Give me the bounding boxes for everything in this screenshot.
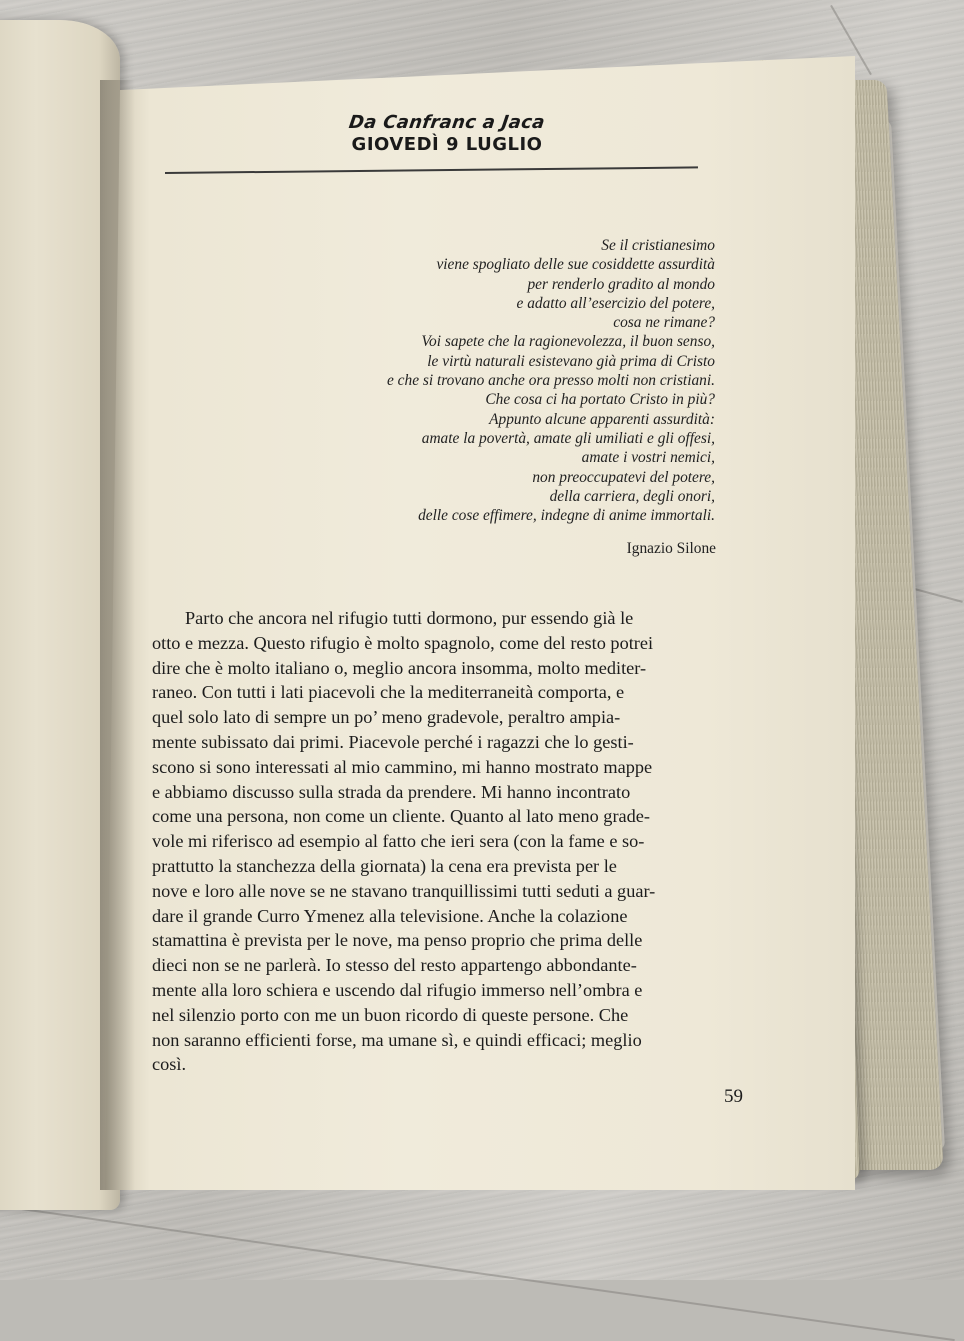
body-line: mente subissato dai primi. Piacevole perché i ragazzi che lo gesti- (152, 731, 634, 752)
epigraph-line: e adatto all’esercizio del potere, (516, 294, 715, 312)
body-line: raneo. Con tutti i lati piacevoli che la mediterraneità comporta, e (152, 682, 625, 703)
body-line: stamattina è prevista per le nove, ma penso proprio che prima delle (152, 930, 643, 951)
epigraph-line: amate la povertà, amate gli umiliati e gli offesi, (421, 429, 715, 447)
epigraph (260, 236, 715, 525)
body-line: scono si sono interessati al mio cammino, mi hanno mostrato mappe (152, 756, 653, 777)
epigraph-line: Appunto alcune apparenti assurdità: (489, 410, 715, 428)
epigraph-line: per renderlo gradito al mondo (527, 275, 715, 293)
epigraph-line: e che si trovano anche ora presso molti non cristiani. (386, 372, 715, 390)
body-line: così. (152, 1054, 187, 1075)
epigraph-line: cosa ne rimane? (613, 314, 715, 332)
body-line: come una persona, non come un cliente. Quanto al lato meno grade- (152, 806, 650, 827)
epigraph-line: della carriera, degli onori, (549, 487, 715, 505)
epigraph-line: viene spogliato delle sue cosiddette assurdità (436, 256, 715, 274)
heading-date: GIOVEDÌ 9 LUGLIO (351, 134, 543, 155)
epigraph-line: non preoccupatevi del potere, (532, 468, 715, 486)
body-line: vole mi riferisco ad esempio al fatto che ieri sera (con la fame e so- (152, 831, 645, 852)
heading-place: Da Canfranc a Jaca (347, 112, 547, 133)
epigraph-author: Ignazio Silone (626, 540, 716, 557)
body-line: dare il grande Curro Ymenez alla televisione. Anche la colazione (152, 905, 628, 926)
body-line: non saranno efficienti forse, ma umane sì, e quindi efficaci; meglio (152, 1029, 642, 1050)
gutter-shadow (100, 80, 135, 1190)
body-line: dieci non se ne parlerà. Io stesso del resto appartengo abbondante- (152, 955, 637, 976)
chapter-heading (232, 112, 622, 156)
page-number: 59 (724, 1086, 743, 1107)
body-line: otto e mezza. Questo rifugio è molto spagnolo, come del resto potrei (152, 632, 654, 653)
body-paragraph (152, 606, 742, 1077)
epigraph-line: Che cosa ci ha portato Cristo in più? (485, 391, 715, 409)
body-line: nel silenzio porto con me un buon ricordo di queste persone. Che (152, 1004, 629, 1025)
epigraph-line: amate i vostri nemici, (581, 449, 715, 467)
body-line: Parto che ancora nel rifugio tutti dormono, pur essendo già le (185, 608, 634, 628)
body-line: dire che è molto italiano o, meglio ancora insomma, molto mediter- (152, 657, 647, 678)
body-line: mente alla loro schiera e uscendo dal rifugio immerso nell’ombra e (152, 979, 643, 1000)
body-line: nove e loro alle nove se ne stavano tranquillissimi tutti seduti a guar- (152, 880, 656, 901)
epigraph-line: le virtù naturali esistevano già prima di Cristo (427, 352, 715, 370)
body-line: quel solo lato di sempre un po’ meno gradevole, peraltro ampia- (152, 707, 621, 728)
epigraph-line: delle cose effimere, indegne di anime immortali. (418, 507, 715, 525)
epigraph-line: Se il cristianesimo (601, 237, 715, 254)
body-line: e abbiamo discusso sulla strada da prendere. Mi hanno incontrato (152, 781, 631, 802)
body-line: prattutto la stanchezza della giornata) la cena era prevista per le (152, 855, 617, 876)
floor-seam (0, 1205, 955, 1341)
epigraph-line: Voi sapete che la ragionevolezza, il buon senso, (421, 333, 715, 351)
